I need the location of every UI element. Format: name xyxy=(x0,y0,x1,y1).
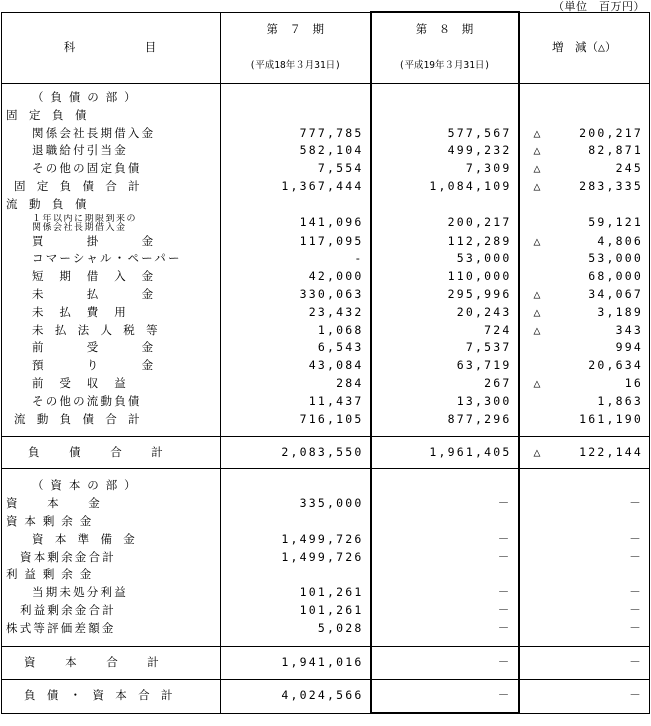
p8-value: 1,084,109 xyxy=(429,178,512,193)
section-row xyxy=(2,196,650,214)
header-period7 xyxy=(221,12,371,84)
row-label: その他の固定負債 xyxy=(32,161,142,176)
p7-value: 6,543 xyxy=(317,340,364,355)
p7-value: 716,105 xyxy=(299,411,364,426)
change-value: 994 xyxy=(615,340,643,355)
section-row xyxy=(2,513,650,531)
table-row xyxy=(2,620,650,638)
change-value: － xyxy=(629,496,643,511)
change-value: 343 xyxy=(615,322,643,337)
p8-value: 295,996 xyxy=(447,286,512,301)
capital-surplus-heading: 資 本 剰 余 金 xyxy=(2,513,221,531)
delta-sign: △ xyxy=(533,444,543,459)
delta-sign: △ xyxy=(533,125,543,140)
period7-title: 第 ７ 期 xyxy=(266,22,324,37)
period8-title: 第 ８ 期 xyxy=(415,22,474,37)
period7-date: (平成18年３月31日) xyxy=(249,59,341,71)
period8-date: (平成19年３月31日) xyxy=(398,59,491,71)
row-label: 短 期 借 入 金 xyxy=(32,269,156,284)
p8-value: － xyxy=(497,496,512,511)
table-row xyxy=(2,549,650,567)
row-label: 資 本 合 計 xyxy=(24,654,161,669)
row-label: 買 掛 金 xyxy=(32,233,156,248)
p7-value: 117,095 xyxy=(299,233,364,248)
p7-value: 1,068 xyxy=(317,322,364,337)
section-row xyxy=(2,469,650,495)
row-label: 前 受 金 xyxy=(32,340,156,355)
table-row xyxy=(2,286,650,304)
p8-value: － xyxy=(497,654,512,669)
change-value: 4,806 xyxy=(597,233,643,248)
p7-value: 1,367,444 xyxy=(281,178,364,193)
section-row xyxy=(2,84,650,107)
p7-value: 101,261 xyxy=(299,585,364,600)
p7-value: - xyxy=(354,251,364,266)
delta-sign: △ xyxy=(533,178,543,193)
delta-sign: △ xyxy=(533,375,543,390)
p7-value: 11,437 xyxy=(308,393,364,408)
p8-value: － xyxy=(497,602,512,617)
p8-value: 200,217 xyxy=(447,214,512,229)
p7-value: 335,000 xyxy=(299,496,364,511)
p8-value: 1,961,405 xyxy=(429,444,512,459)
delta-sign: △ xyxy=(533,322,543,337)
row-label: 前 受 収 益 xyxy=(32,375,128,390)
p8-value: 877,296 xyxy=(447,411,512,426)
delta-sign: △ xyxy=(533,161,543,176)
p8-value: 53,000 xyxy=(456,251,512,266)
header-change: 増 減（△） xyxy=(519,12,650,84)
p7-value: 582,104 xyxy=(299,143,364,158)
change-value: 68,000 xyxy=(588,269,643,284)
row-label: 資 本 準 備 金 xyxy=(32,531,137,546)
change-value: － xyxy=(629,688,643,703)
header-row xyxy=(2,12,650,84)
section-row xyxy=(2,107,650,125)
row-label: 固 定 負 債 合 計 xyxy=(14,178,142,193)
p7-value: 5,028 xyxy=(317,620,364,635)
p8-value: 577,567 xyxy=(447,125,512,140)
change-value: － xyxy=(629,602,643,617)
delta-sign: △ xyxy=(533,143,543,158)
row-label-line2: 関係会社長期借入金 xyxy=(32,222,127,233)
earned-surplus-heading: 利 益 剰 余 金 xyxy=(2,566,221,584)
change-value: 34,067 xyxy=(588,286,643,301)
table-row xyxy=(2,178,650,196)
change-value: 20,634 xyxy=(588,358,643,373)
equity-heading: （ 資 本 の 部 ） xyxy=(2,469,221,495)
row-label: 株式等評価差額金 xyxy=(6,620,116,635)
change-value: － xyxy=(629,585,643,600)
row-label: 資 本 金 xyxy=(6,496,102,511)
table-row xyxy=(2,495,650,513)
row-label: その他の流動負債 xyxy=(32,393,142,408)
header-subject: 科 目 xyxy=(2,12,221,84)
table-row xyxy=(2,584,650,602)
change-value: 59,121 xyxy=(588,214,643,229)
change-value: 283,335 xyxy=(579,178,643,193)
table-row xyxy=(2,214,650,233)
balance-sheet-table xyxy=(1,11,650,714)
delta-sign: △ xyxy=(533,233,543,248)
p7-value: 23,432 xyxy=(308,304,364,319)
section-row xyxy=(2,566,650,584)
p7-value: 4,024,566 xyxy=(281,688,364,703)
row-label: コマーシャル・ペーパー xyxy=(32,251,182,266)
p7-value: 42,000 xyxy=(308,269,364,284)
row-label-line1: １年以内に期限到来の xyxy=(32,213,138,224)
change-value: 16 xyxy=(624,375,643,390)
p8-value: － xyxy=(497,620,512,635)
p8-value: 499,232 xyxy=(447,143,512,158)
change-value: － xyxy=(629,654,643,669)
change-value: 161,190 xyxy=(579,411,643,426)
delta-sign: △ xyxy=(533,286,543,301)
p8-value: 63,719 xyxy=(456,358,512,373)
p8-value: 724 xyxy=(484,322,512,337)
row-label: 利益剰余金合計 xyxy=(20,602,116,617)
p7-value: 101,261 xyxy=(299,602,364,617)
change-value: － xyxy=(629,531,643,546)
row-label: 当期未処分利益 xyxy=(32,585,128,600)
table-row xyxy=(2,268,650,286)
table-row xyxy=(2,531,650,549)
change-value: 245 xyxy=(615,161,643,176)
p7-value: 1,499,726 xyxy=(281,549,364,564)
p8-value: 13,300 xyxy=(456,393,512,408)
p7-value: 1,941,016 xyxy=(281,654,364,669)
row-label: 未 払 金 xyxy=(32,286,156,301)
p8-value: － xyxy=(497,531,512,546)
header-period8 xyxy=(371,12,519,84)
p8-value: － xyxy=(497,687,512,702)
p8-value: 7,309 xyxy=(465,161,512,176)
change-value: 122,144 xyxy=(579,444,643,459)
table-row xyxy=(2,339,650,357)
fixed-liabilities-heading: 固 定 負 債 xyxy=(2,107,221,125)
table-row xyxy=(2,142,650,160)
table-row xyxy=(2,357,650,375)
row-label: 負 債 合 計 xyxy=(28,444,165,459)
table-row xyxy=(2,411,650,429)
table-row xyxy=(2,375,650,393)
change-value: 53,000 xyxy=(588,251,643,266)
p8-value: 112,289 xyxy=(447,233,512,248)
p7-value: 330,063 xyxy=(299,286,364,301)
p8-value: － xyxy=(497,585,512,600)
row-label: 未 払 法 人 税 等 xyxy=(32,322,160,337)
p8-value: 7,537 xyxy=(465,340,512,355)
table-row xyxy=(2,393,650,411)
p7-value: 141,096 xyxy=(299,214,364,229)
delta-sign: △ xyxy=(533,304,543,319)
grand-total-row xyxy=(2,679,650,713)
row-label: 関係会社長期借入金 xyxy=(32,125,156,140)
change-value: － xyxy=(629,549,643,564)
table-row xyxy=(2,602,650,620)
change-value: － xyxy=(629,620,643,635)
change-value: 1,863 xyxy=(597,393,643,408)
table-row xyxy=(2,125,650,143)
p8-value: 267 xyxy=(484,375,512,390)
p7-value: 7,554 xyxy=(317,161,364,176)
table-row xyxy=(2,322,650,340)
table-row xyxy=(2,160,650,178)
row-label: 流 動 負 債 合 計 xyxy=(14,411,142,426)
change-value: 3,189 xyxy=(597,304,643,319)
change-value: 82,871 xyxy=(588,143,643,158)
table-row xyxy=(2,233,650,251)
row-label: 預 り 金 xyxy=(32,358,156,373)
unit-label: （単位 百万円） xyxy=(553,0,645,13)
table-row xyxy=(2,304,650,322)
row-label: 資本剰余金合計 xyxy=(20,549,116,564)
current-liabilities-heading: 流 動 負 債 xyxy=(2,196,221,214)
p8-value: － xyxy=(497,549,512,564)
p7-value: 777,785 xyxy=(299,125,364,140)
row-label: 負 債 ・ 資 本 合 計 xyxy=(24,688,175,703)
row-label: 未 払 費 用 xyxy=(32,304,128,319)
p7-value: 2,083,550 xyxy=(281,444,364,459)
p7-value: 43,084 xyxy=(308,358,364,373)
liabilities-total-row xyxy=(2,437,650,469)
p7-value: 284 xyxy=(336,375,364,390)
equity-total-row xyxy=(2,646,650,679)
row-label: 退職給付引当金 xyxy=(32,143,128,158)
p8-value: 110,000 xyxy=(447,269,512,284)
table-row xyxy=(2,250,650,268)
p8-value: 20,243 xyxy=(456,304,512,319)
p7-value: 1,499,726 xyxy=(281,531,364,546)
change-value: 200,217 xyxy=(579,125,643,140)
liabilities-heading: （ 負 債 の 部 ） xyxy=(2,84,221,107)
